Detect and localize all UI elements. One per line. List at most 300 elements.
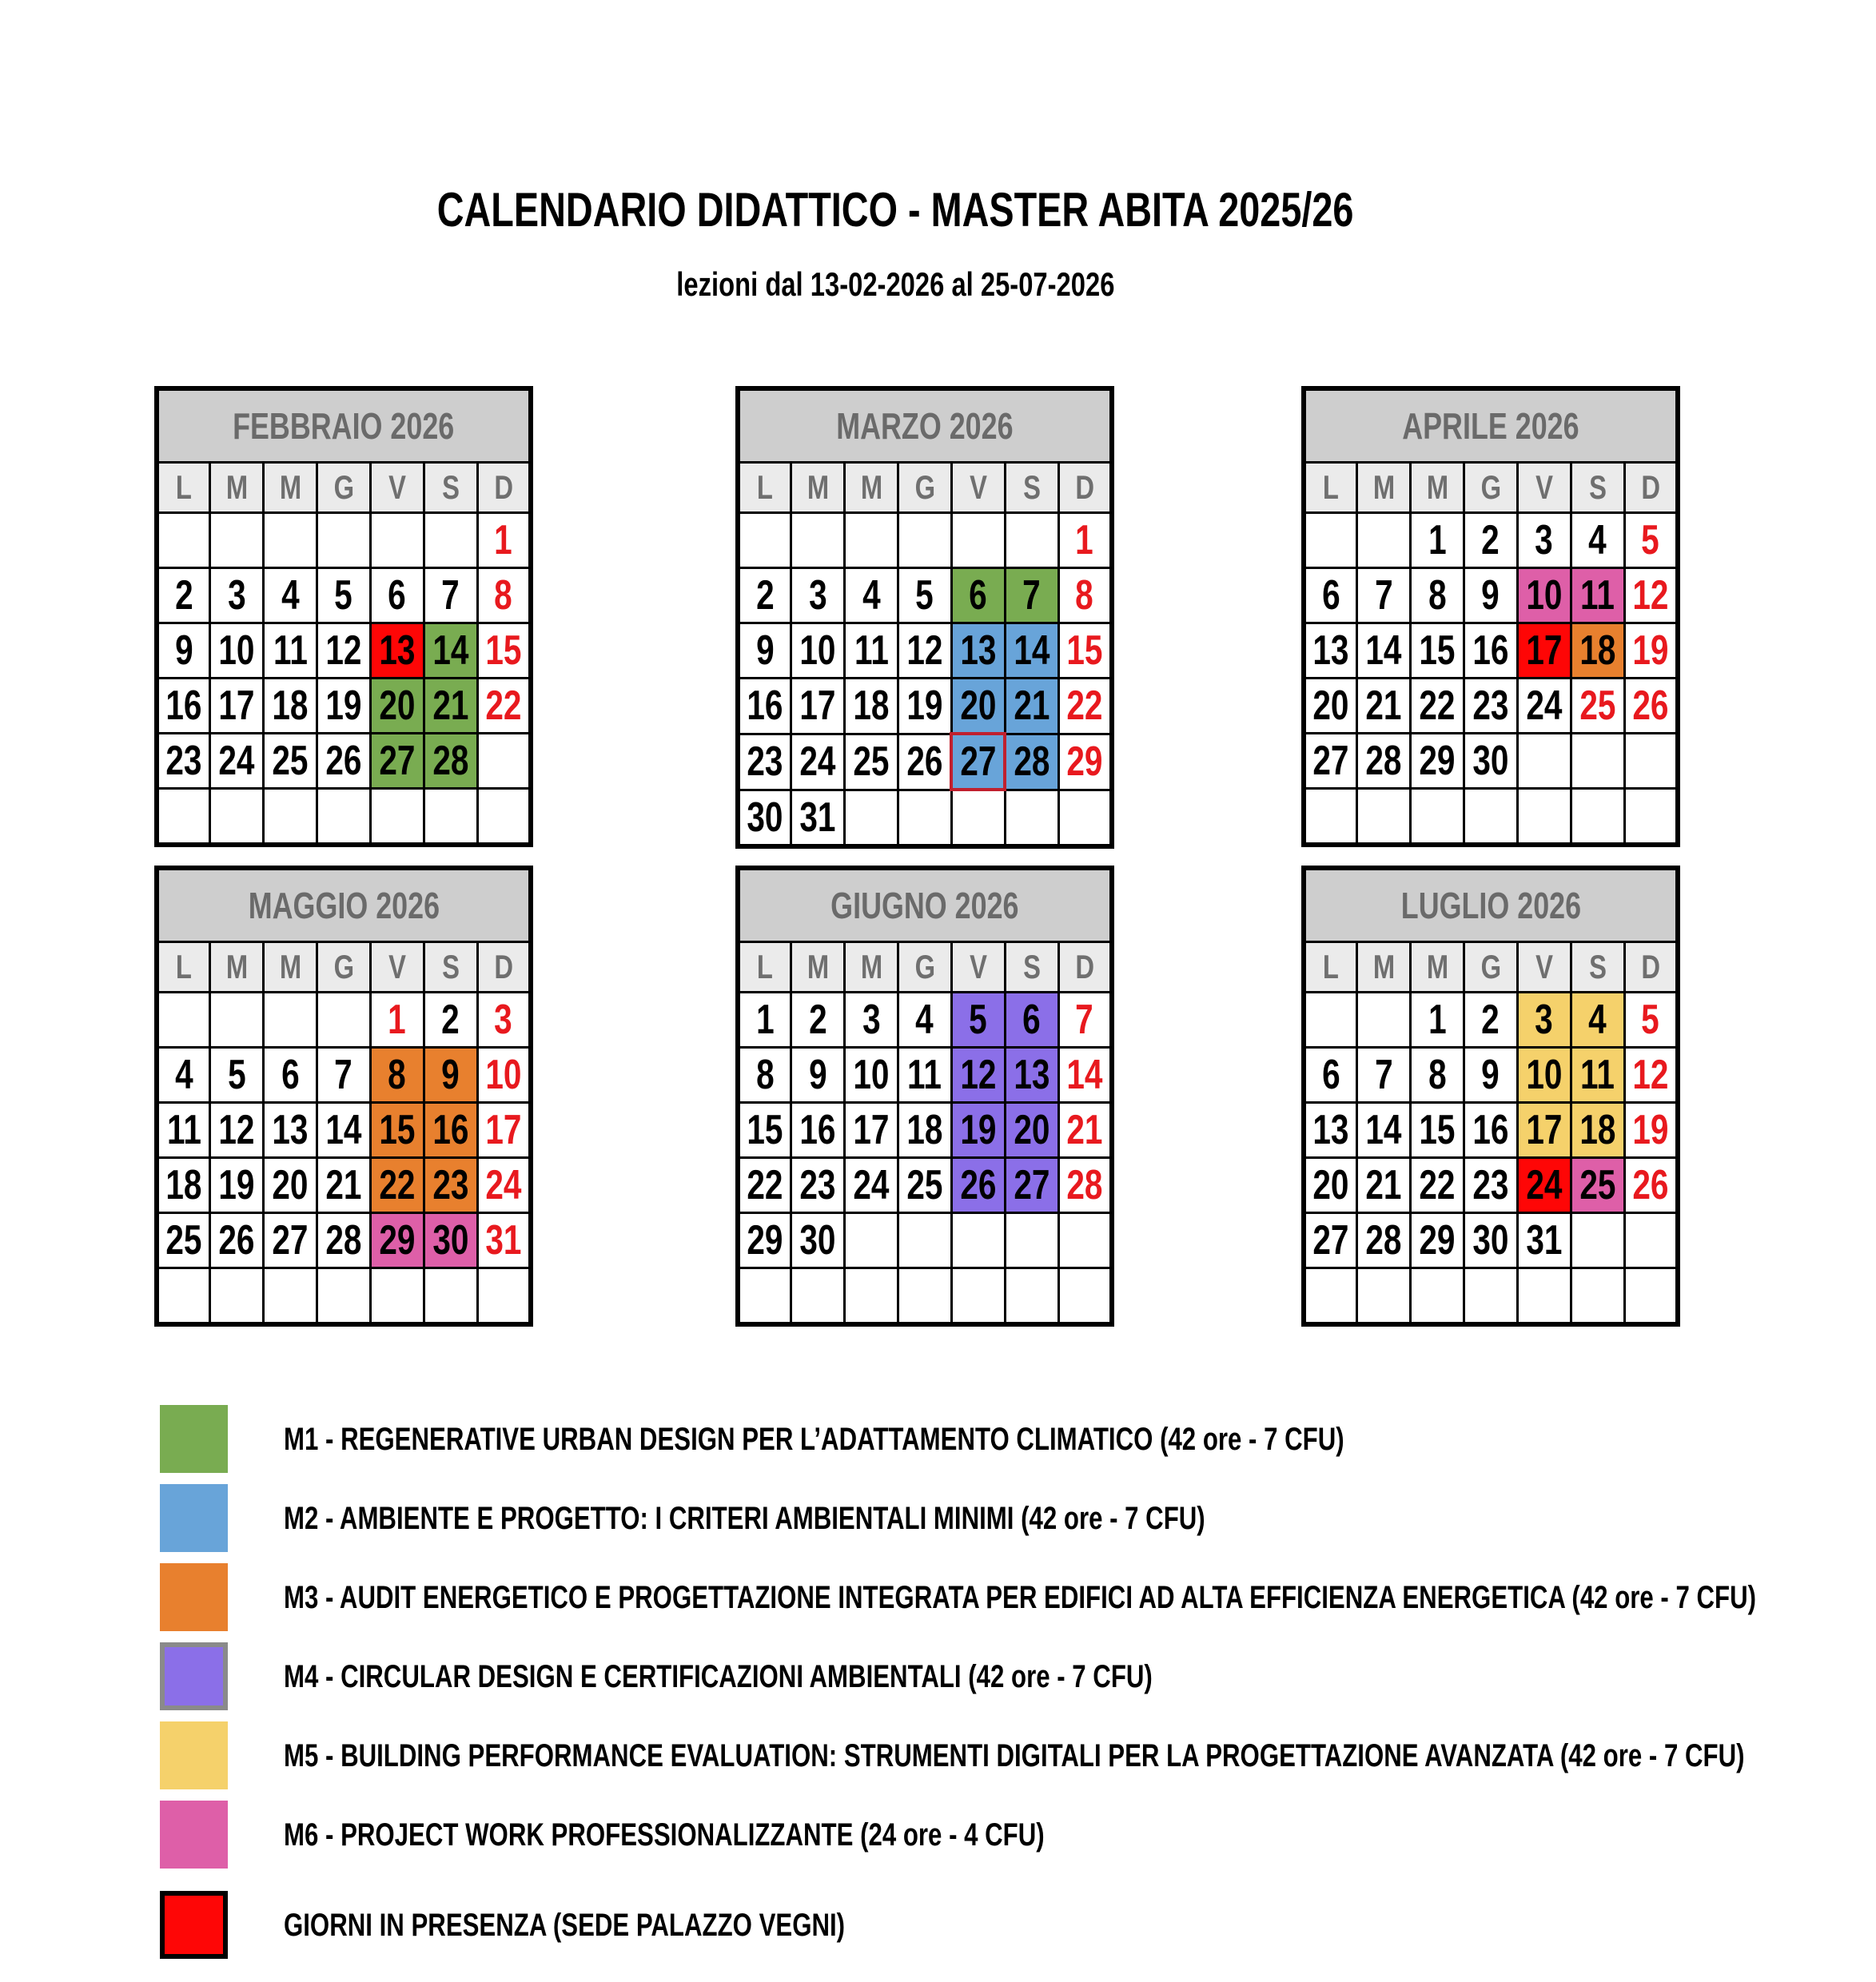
- day-number: 31: [1526, 1217, 1563, 1264]
- empty-cell: [1571, 1213, 1624, 1268]
- day-number: 30: [432, 1217, 469, 1264]
- day-cell: [738, 790, 791, 846]
- empty-cell: [370, 1268, 424, 1325]
- day-cell: [157, 1213, 210, 1268]
- day-cell: [157, 679, 210, 734]
- week-row: [157, 1158, 531, 1213]
- day-number: 15: [1419, 627, 1456, 674]
- weekday-header: [210, 942, 264, 993]
- empty-cell: [477, 789, 531, 846]
- day-cell: [1005, 1103, 1058, 1158]
- day-cell: [157, 734, 210, 789]
- weekday-label: S: [441, 468, 460, 506]
- month-title-text: LUGLIO 2026: [1400, 885, 1581, 926]
- month-title-text: APRILE 2026: [1402, 405, 1579, 447]
- day-cell: [1357, 1048, 1411, 1103]
- weekday-header-row: [157, 463, 531, 513]
- day-number: 27: [1312, 738, 1349, 784]
- calendar-maggio-2026: [154, 866, 533, 1327]
- legend-item-m1: [160, 1405, 1798, 1473]
- day-cell: [1464, 1103, 1518, 1158]
- empty-cell: [898, 790, 952, 846]
- day-cell: [791, 1048, 845, 1103]
- empty-cell: [157, 513, 210, 568]
- day-cell: [1411, 1048, 1464, 1103]
- weekday-header: [791, 942, 845, 993]
- day-cell: [1005, 568, 1058, 623]
- day-cell: [1517, 1048, 1571, 1103]
- day-cell: [317, 1048, 371, 1103]
- day-cell: [738, 568, 791, 623]
- weekday-header: [898, 463, 952, 513]
- page-title-text: CALENDARIO DIDATTICO - MASTER ABITA 2025/26: [436, 183, 1354, 237]
- weekday-header: [424, 942, 477, 993]
- legend-label-text: M1 - REGENERATIVE URBAN DESIGN PER L’ADATTAMENTO CLIMATICO (42 ore - 7 CFU): [284, 1421, 1344, 1457]
- weekday-label: M: [860, 948, 882, 985]
- day-number: 2: [755, 572, 775, 619]
- empty-cell: [1304, 513, 1357, 568]
- day-cell: [1624, 568, 1678, 623]
- month-title: [1304, 868, 1678, 942]
- empty-cell: [157, 1268, 210, 1325]
- day-cell: [477, 993, 531, 1048]
- empty-cell: [210, 993, 264, 1048]
- day-number: 15: [1419, 1107, 1456, 1153]
- day-number: 4: [915, 997, 934, 1043]
- empty-cell: [845, 1213, 898, 1268]
- day-cell: [1411, 623, 1464, 679]
- day-number: 6: [388, 572, 407, 619]
- week-row: [157, 1048, 531, 1103]
- day-number: 25: [1579, 683, 1616, 729]
- day-number: 3: [227, 572, 246, 619]
- weekday-label: S: [1022, 468, 1041, 506]
- weekday-label: V: [388, 468, 406, 506]
- day-cell: [157, 623, 210, 679]
- day-number: 26: [906, 738, 943, 785]
- empty-cell: [1411, 1268, 1464, 1325]
- week-row: [1304, 1103, 1678, 1158]
- day-cell: [1357, 1103, 1411, 1158]
- day-cell: [1005, 734, 1058, 790]
- weekday-label: V: [969, 468, 987, 506]
- day-cell: [1571, 568, 1624, 623]
- day-number: 10: [1526, 1052, 1563, 1098]
- day-number: 2: [174, 572, 193, 619]
- empty-cell: [1571, 734, 1624, 789]
- day-cell: [1571, 1048, 1624, 1103]
- day-cell: [845, 734, 898, 790]
- day-number: 11: [854, 627, 889, 674]
- day-number: 28: [1365, 1217, 1402, 1264]
- day-number: 21: [1365, 1162, 1402, 1208]
- week-row: [157, 513, 531, 568]
- day-number: 5: [969, 997, 988, 1043]
- day-cell: [424, 679, 477, 734]
- weekday-label: M: [279, 948, 301, 985]
- day-cell: [951, 568, 1005, 623]
- day-number: 29: [379, 1217, 416, 1264]
- day-cell: [1411, 734, 1464, 789]
- week-row: [157, 568, 531, 623]
- day-number: 10: [485, 1052, 522, 1098]
- day-number: 10: [853, 1052, 890, 1098]
- empty-cell: [1357, 513, 1411, 568]
- day-cell: [424, 1103, 477, 1158]
- weekday-header: [1357, 463, 1411, 513]
- empty-cell: [1517, 789, 1571, 846]
- day-cell: [157, 1048, 210, 1103]
- month-title: [157, 388, 531, 463]
- week-row: [738, 1268, 1112, 1325]
- day-cell: [317, 679, 371, 734]
- day-number: 12: [960, 1052, 997, 1098]
- week-row: [157, 1268, 531, 1325]
- day-cell: [210, 1213, 264, 1268]
- day-number: 29: [1066, 738, 1103, 785]
- day-number: 20: [1312, 1162, 1349, 1208]
- day-cell: [1304, 734, 1357, 789]
- day-cell: [424, 734, 477, 789]
- legend-item-m5: [160, 1721, 1798, 1789]
- calendar-febbraio-2026: [154, 386, 533, 847]
- day-number: 24: [799, 738, 836, 785]
- day-cell: [1517, 679, 1571, 734]
- empty-cell: [157, 993, 210, 1048]
- day-cell: [1624, 993, 1678, 1048]
- day-number: 7: [334, 1052, 353, 1098]
- day-number: 20: [960, 683, 997, 729]
- empty-cell: [424, 1268, 477, 1325]
- day-cell: [317, 1158, 371, 1213]
- day-cell: [1058, 513, 1112, 568]
- day-number: 30: [1472, 1217, 1509, 1264]
- day-cell: [1058, 1103, 1112, 1158]
- day-cell: [1464, 568, 1518, 623]
- day-number: 27: [379, 738, 416, 784]
- weekday-header: [845, 463, 898, 513]
- day-number: 16: [1472, 627, 1509, 674]
- empty-cell: [1058, 790, 1112, 846]
- day-number: 31: [799, 794, 836, 841]
- day-cell: [738, 1158, 791, 1213]
- day-number: 27: [960, 738, 997, 785]
- day-cell: [1411, 1158, 1464, 1213]
- day-number: 14: [1365, 627, 1402, 674]
- day-number: 24: [1526, 1162, 1563, 1208]
- day-number: 19: [960, 1107, 997, 1153]
- week-row: [738, 513, 1112, 568]
- day-number: 9: [441, 1052, 460, 1098]
- day-number: 1: [494, 517, 513, 563]
- weekday-label: D: [1074, 948, 1094, 985]
- day-number: 20: [1312, 683, 1349, 729]
- weekday-label: M: [225, 948, 248, 985]
- day-number: 22: [1066, 683, 1103, 730]
- empty-cell: [1357, 993, 1411, 1048]
- week-row: [1304, 1158, 1678, 1213]
- legend-label-m3: [284, 1580, 1876, 1615]
- weekday-label: G: [914, 948, 935, 985]
- day-cell: [1058, 679, 1112, 734]
- empty-cell: [157, 789, 210, 846]
- day-cell: [951, 993, 1005, 1048]
- calendar-luglio-2026: [1301, 866, 1680, 1327]
- day-cell: [845, 1158, 898, 1213]
- empty-cell: [424, 513, 477, 568]
- day-number: 19: [906, 683, 943, 730]
- weekday-label: M: [225, 468, 248, 506]
- day-cell: [1058, 734, 1112, 790]
- day-cell: [1058, 568, 1112, 623]
- day-cell: [1357, 1213, 1411, 1268]
- day-cell: [951, 623, 1005, 679]
- week-row: [738, 1103, 1112, 1158]
- day-cell: [791, 1158, 845, 1213]
- day-cell: [477, 1213, 531, 1268]
- legend-label-text: M3 - AUDIT ENERGETICO E PROGETTAZIONE INTEGRATA PER EDIFICI AD ALTA EFFICIENZA ENERGETICA (42 ore - 7 CFU): [284, 1579, 1757, 1615]
- day-cell: [1304, 1213, 1357, 1268]
- day-cell: [898, 993, 952, 1048]
- day-cell: [1005, 1048, 1058, 1103]
- day-cell: [1624, 1158, 1678, 1213]
- weekday-label: S: [1588, 948, 1607, 985]
- day-number: 11: [907, 1052, 942, 1098]
- day-number: 13: [960, 627, 997, 674]
- weekday-header: [1517, 942, 1571, 993]
- legend-label-m6: [284, 1817, 1259, 1853]
- day-number: 15: [485, 627, 522, 674]
- weekday-label: V: [1535, 468, 1553, 506]
- weekday-header: [1058, 942, 1112, 993]
- day-cell: [1624, 1103, 1678, 1158]
- weekday-header: [1005, 942, 1058, 993]
- weekday-header: [157, 942, 210, 993]
- day-number: 4: [174, 1052, 193, 1098]
- day-cell: [210, 1048, 264, 1103]
- day-cell: [1005, 679, 1058, 734]
- day-number: 13: [379, 627, 416, 674]
- day-number: 12: [1632, 572, 1669, 619]
- day-cell: [370, 734, 424, 789]
- weekday-header: [1304, 463, 1357, 513]
- day-cell: [1304, 1158, 1357, 1213]
- day-number: 21: [1014, 683, 1050, 730]
- weekday-label: M: [807, 948, 829, 985]
- day-cell: [1464, 993, 1518, 1048]
- day-cell: [738, 623, 791, 679]
- month-title-row: [1304, 388, 1678, 463]
- day-cell: [1464, 513, 1518, 568]
- legend-item-m6: [160, 1801, 1798, 1869]
- day-cell: [424, 1213, 477, 1268]
- day-cell: [1357, 734, 1411, 789]
- day-cell: [738, 734, 791, 790]
- weekday-header: [845, 942, 898, 993]
- day-cell: [1411, 1213, 1464, 1268]
- empty-cell: [1624, 1268, 1678, 1325]
- day-cell: [477, 679, 531, 734]
- day-cell: [898, 1103, 952, 1158]
- weekday-label: M: [860, 468, 882, 506]
- day-cell: [898, 679, 952, 734]
- day-cell: [370, 1048, 424, 1103]
- day-number: 27: [272, 1217, 309, 1264]
- empty-cell: [1464, 1268, 1518, 1325]
- day-cell: [791, 993, 845, 1048]
- day-number: 8: [494, 572, 513, 619]
- month-title-row: [1304, 868, 1678, 942]
- day-cell: [424, 568, 477, 623]
- empty-cell: [1005, 1213, 1058, 1268]
- weekday-label: L: [757, 948, 774, 985]
- day-number: 20: [379, 683, 416, 729]
- day-number: 13: [1014, 1052, 1050, 1098]
- day-number: 1: [1075, 517, 1094, 563]
- day-cell: [264, 1213, 317, 1268]
- week-row: [1304, 789, 1678, 846]
- day-number: 20: [1014, 1107, 1050, 1153]
- day-cell: [157, 1103, 210, 1158]
- legend-label-text: M4 - CIRCULAR DESIGN E CERTIFICAZIONI AMBIENTALI (42 ore - 7 CFU): [284, 1658, 1153, 1694]
- day-number: 15: [1066, 627, 1103, 674]
- weekday-label: G: [333, 948, 354, 985]
- day-cell: [424, 1048, 477, 1103]
- day-cell: [845, 679, 898, 734]
- day-number: 20: [272, 1162, 309, 1208]
- day-cell: [157, 1158, 210, 1213]
- day-number: 24: [1526, 683, 1563, 729]
- day-cell: [845, 1048, 898, 1103]
- day-number: 3: [1535, 517, 1554, 563]
- day-number: 22: [1419, 1162, 1456, 1208]
- weekday-header: [1058, 463, 1112, 513]
- day-cell: [210, 568, 264, 623]
- day-cell: [845, 568, 898, 623]
- legend-swatch-m6: [160, 1801, 228, 1869]
- day-number: 21: [325, 1162, 362, 1208]
- empty-cell: [1464, 789, 1518, 846]
- day-cell: [210, 623, 264, 679]
- day-number: 12: [325, 627, 362, 674]
- day-cell: [791, 1103, 845, 1158]
- day-number: 11: [1580, 1052, 1615, 1098]
- weekday-label: M: [807, 468, 829, 506]
- day-number: 5: [227, 1052, 246, 1098]
- month-title-text: MAGGIO 2026: [248, 885, 440, 926]
- day-cell: [1517, 1103, 1571, 1158]
- day-cell: [157, 568, 210, 623]
- week-row: [738, 790, 1112, 846]
- day-number: 3: [862, 997, 881, 1043]
- week-row: [738, 734, 1112, 790]
- weekday-label: D: [493, 468, 513, 506]
- weekday-header: [157, 463, 210, 513]
- month-title-row: [738, 868, 1112, 942]
- weekday-header: [477, 463, 531, 513]
- empty-cell: [477, 1268, 531, 1325]
- empty-cell: [951, 513, 1005, 568]
- week-row: [1304, 679, 1678, 734]
- week-row: [1304, 1048, 1678, 1103]
- day-number: 21: [1365, 683, 1402, 729]
- weekday-header: [951, 942, 1005, 993]
- day-cell: [1464, 623, 1518, 679]
- day-number: 21: [1066, 1107, 1103, 1153]
- week-row: [1304, 513, 1678, 568]
- week-row: [738, 993, 1112, 1048]
- calendar-giugno-2026: [735, 866, 1114, 1327]
- day-number: 8: [1075, 572, 1094, 619]
- day-number: 19: [218, 1162, 255, 1208]
- weekday-label: G: [1480, 468, 1501, 506]
- day-cell: [1411, 1103, 1464, 1158]
- day-number: 26: [218, 1217, 255, 1264]
- month-title: [738, 868, 1112, 942]
- empty-cell: [210, 1268, 264, 1325]
- month-title: [1304, 388, 1678, 463]
- empty-cell: [370, 789, 424, 846]
- day-number: 23: [165, 738, 202, 784]
- day-number: 16: [799, 1107, 836, 1153]
- day-number: 3: [494, 997, 513, 1043]
- legend-label-m5: [284, 1738, 1876, 1773]
- day-number: 17: [218, 683, 255, 729]
- empty-cell: [1005, 1268, 1058, 1325]
- day-cell: [370, 1158, 424, 1213]
- day-number: 5: [1641, 997, 1660, 1043]
- day-number: 30: [799, 1217, 836, 1264]
- legend-label-m1: [284, 1422, 1643, 1457]
- day-number: 11: [166, 1107, 201, 1153]
- day-number: 16: [1472, 1107, 1509, 1153]
- weekday-label: M: [279, 468, 301, 506]
- empty-cell: [951, 790, 1005, 846]
- day-number: 4: [862, 572, 881, 619]
- day-cell: [738, 993, 791, 1048]
- day-number: 21: [432, 683, 469, 729]
- weekday-label: S: [1588, 468, 1607, 506]
- day-number: 22: [379, 1162, 416, 1208]
- weekday-header-row: [738, 942, 1112, 993]
- day-cell: [1411, 679, 1464, 734]
- day-cell: [738, 1213, 791, 1268]
- day-number: 23: [1472, 1162, 1509, 1208]
- day-number: 2: [1481, 997, 1500, 1043]
- day-number: 10: [799, 627, 836, 674]
- day-number: 17: [1526, 627, 1563, 674]
- day-cell: [898, 1048, 952, 1103]
- day-number: 28: [1066, 1162, 1103, 1208]
- week-row: [738, 623, 1112, 679]
- day-number: 8: [755, 1052, 775, 1098]
- day-number: 14: [432, 627, 469, 674]
- day-number: 28: [1014, 738, 1050, 785]
- empty-cell: [210, 513, 264, 568]
- month-title-row: [738, 388, 1112, 463]
- day-cell: [477, 568, 531, 623]
- day-number: 14: [1014, 627, 1050, 674]
- day-cell: [424, 1158, 477, 1213]
- empty-cell: [317, 513, 371, 568]
- page-subtitle: [0, 265, 1790, 304]
- day-cell: [370, 1213, 424, 1268]
- empty-cell: [1304, 1268, 1357, 1325]
- weekday-header: [264, 942, 317, 993]
- day-number: 14: [1365, 1107, 1402, 1153]
- weekday-label: M: [1372, 948, 1395, 985]
- day-number: 6: [1022, 997, 1041, 1043]
